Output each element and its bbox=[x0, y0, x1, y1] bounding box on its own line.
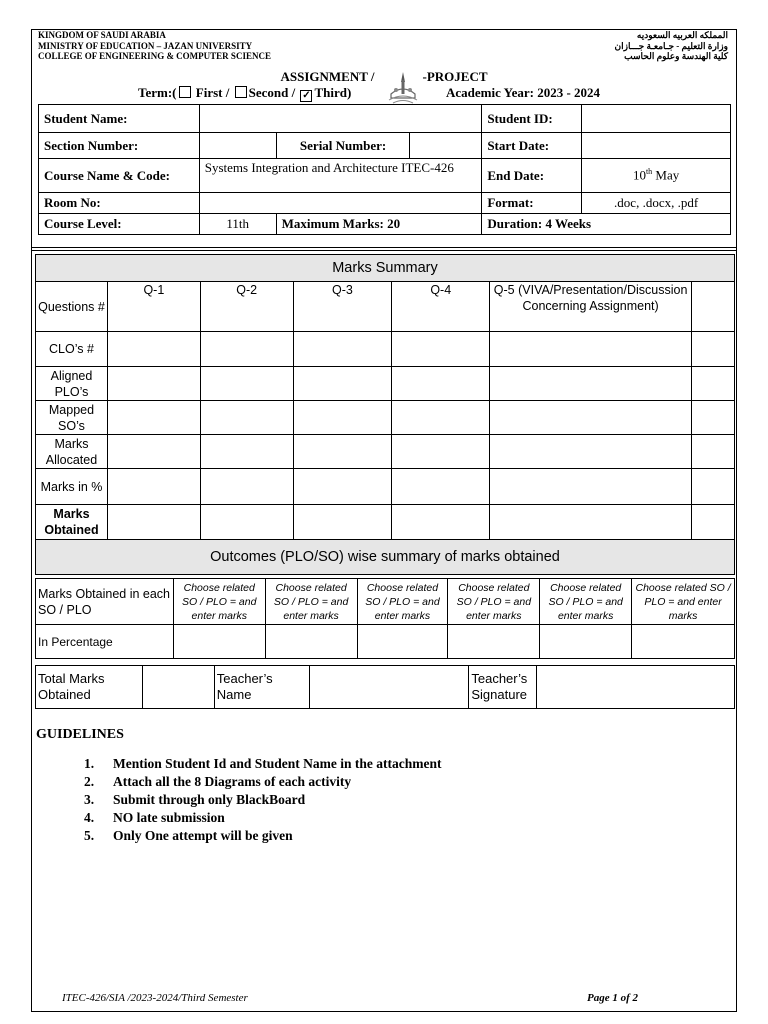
cell[interactable] bbox=[692, 435, 735, 469]
page-prefix: Page bbox=[587, 992, 613, 1004]
question-header: Q-5 (VIVA/Presentation/Discussion Concerning Assignment) bbox=[490, 282, 692, 332]
term-second-label: Second / bbox=[248, 85, 299, 100]
empty-cell bbox=[692, 282, 735, 332]
serial-number-label: Serial Number: bbox=[276, 133, 410, 159]
cell[interactable] bbox=[692, 401, 735, 435]
cell[interactable] bbox=[392, 435, 490, 469]
cell[interactable] bbox=[540, 625, 632, 659]
cell[interactable] bbox=[107, 401, 200, 435]
start-date-field[interactable] bbox=[582, 133, 731, 159]
cell[interactable] bbox=[107, 469, 200, 505]
row-label-questions: Questions # bbox=[36, 282, 108, 332]
so-plo-cell[interactable]: Choose related SO / PLO = and enter marks bbox=[265, 579, 357, 625]
question-header: Q-1 bbox=[107, 282, 200, 332]
cell[interactable] bbox=[392, 401, 490, 435]
header-arabic bbox=[615, 30, 728, 62]
header-english bbox=[38, 30, 271, 62]
guideline-number: 1. bbox=[84, 756, 95, 771]
teacher-signature-field[interactable] bbox=[537, 666, 735, 709]
guideline-number: 3. bbox=[84, 792, 95, 807]
page-total: 2 bbox=[632, 992, 639, 1004]
cell[interactable] bbox=[293, 367, 392, 401]
section-divider bbox=[31, 250, 737, 251]
course-name-label: Course Name & Code: bbox=[39, 159, 200, 193]
end-date-day: 10 bbox=[632, 167, 646, 183]
question-header: Q-2 bbox=[200, 282, 293, 332]
total-marks-field[interactable] bbox=[142, 666, 214, 709]
total-marks-label: Total Marks Obtained bbox=[36, 666, 143, 709]
end-date-suffix: th bbox=[645, 167, 653, 177]
student-name-field[interactable] bbox=[199, 105, 482, 133]
cell[interactable] bbox=[692, 367, 735, 401]
guideline-item bbox=[84, 773, 442, 791]
page-of: of bbox=[617, 992, 633, 1004]
question-header: Q-3 bbox=[293, 282, 392, 332]
student-id-field[interactable] bbox=[582, 105, 731, 133]
totals-table bbox=[35, 665, 735, 709]
cell[interactable] bbox=[448, 625, 540, 659]
guidelines-title: GUIDELINES bbox=[36, 727, 124, 742]
guideline-number: 2. bbox=[84, 774, 95, 789]
header-en-line: KINGDOM OF SAUDI ARABIA bbox=[38, 30, 166, 40]
university-logo bbox=[385, 70, 421, 108]
row-label-aligned-plos: Aligned PLO’s bbox=[36, 367, 108, 401]
cell[interactable] bbox=[200, 469, 293, 505]
cell[interactable] bbox=[490, 401, 692, 435]
checkbox-first[interactable] bbox=[179, 86, 191, 98]
cell[interactable] bbox=[490, 435, 692, 469]
row-label-marks-obtained: Marks Obtained bbox=[36, 505, 108, 540]
course-level-value: 11th bbox=[199, 214, 276, 235]
cell[interactable] bbox=[107, 435, 200, 469]
guideline-text: Only One attempt will be given bbox=[113, 828, 293, 843]
marks-obtained-per-so-label: Marks Obtained in each SO / PLO bbox=[36, 579, 174, 625]
cell[interactable] bbox=[692, 505, 735, 540]
footer-course-code: ITEC-426/SIA /2023-2024/Third Semester bbox=[62, 992, 248, 1004]
student-id-label: Student ID: bbox=[482, 105, 582, 133]
cell[interactable] bbox=[293, 505, 392, 540]
term-third-label: Third) bbox=[314, 85, 352, 100]
cell[interactable] bbox=[490, 367, 692, 401]
term-first-label: First / bbox=[192, 85, 233, 100]
cell[interactable] bbox=[392, 505, 490, 540]
cell[interactable] bbox=[200, 367, 293, 401]
end-date-value bbox=[582, 159, 731, 193]
cell[interactable] bbox=[692, 469, 735, 505]
cell[interactable] bbox=[200, 401, 293, 435]
checkbox-second[interactable] bbox=[235, 86, 247, 98]
section-number-field[interactable] bbox=[199, 133, 276, 159]
section-number-label: Section Number: bbox=[39, 133, 200, 159]
cell[interactable] bbox=[490, 332, 692, 367]
serial-number-field[interactable] bbox=[410, 133, 482, 159]
term-selection bbox=[138, 85, 351, 102]
cell[interactable] bbox=[200, 332, 293, 367]
maximum-marks: Maximum Marks: 20 bbox=[276, 214, 482, 235]
cell[interactable] bbox=[293, 435, 392, 469]
checkbox-third-checked[interactable]: ✓ bbox=[302, 90, 311, 101]
cell[interactable] bbox=[490, 505, 692, 540]
guideline-number: 4. bbox=[84, 810, 95, 825]
so-plo-cell[interactable]: Choose related SO / PLO = and enter marks bbox=[448, 579, 540, 625]
section-divider bbox=[31, 247, 737, 248]
cell[interactable] bbox=[265, 625, 357, 659]
student-info-table bbox=[38, 104, 731, 235]
question-header: Q-4 bbox=[392, 282, 490, 332]
guideline-text: Attach all the 8 Diagrams of each activity bbox=[113, 774, 352, 789]
header-ar-line: المملكه العربيه السعوديه bbox=[636, 30, 728, 40]
cell[interactable] bbox=[490, 469, 692, 505]
guideline-item bbox=[84, 791, 442, 809]
teacher-signature-label: Teacher’s Signature bbox=[469, 666, 537, 709]
guidelines-list bbox=[84, 755, 442, 845]
cell[interactable] bbox=[293, 401, 392, 435]
document-title bbox=[0, 69, 768, 85]
teacher-name-label: Teacher’s Name bbox=[214, 666, 309, 709]
outcomes-title: Outcomes (PLO/SO) wise summary of marks obtained bbox=[36, 540, 735, 575]
teacher-name-field[interactable] bbox=[309, 666, 469, 709]
header-ar-line: وزارة التعليم - جـامعـة جـــازان bbox=[614, 40, 728, 51]
guideline-item bbox=[84, 755, 442, 773]
header-en-line: COLLEGE OF ENGINEERING & COMPUTER SCIENCE bbox=[38, 51, 271, 61]
format-label: Format: bbox=[482, 193, 582, 214]
cell[interactable] bbox=[107, 505, 200, 540]
duration: Duration: 4 Weeks bbox=[482, 214, 731, 235]
guideline-text: Submit through only BlackBoard bbox=[113, 792, 306, 807]
title-assignment: ASSIGNMENT / bbox=[280, 69, 375, 84]
guideline-item bbox=[84, 809, 442, 827]
row-label-marks-allocated: Marks Allocated bbox=[36, 435, 108, 469]
cell[interactable] bbox=[293, 469, 392, 505]
cell[interactable] bbox=[392, 469, 490, 505]
cell[interactable] bbox=[692, 332, 735, 367]
cell[interactable] bbox=[293, 332, 392, 367]
marks-summary-title: Marks Summary bbox=[36, 255, 735, 282]
in-percentage-label: In Percentage bbox=[36, 625, 174, 659]
cell[interactable] bbox=[107, 332, 200, 367]
academic-year: Academic Year: 2023 - 2024 bbox=[446, 85, 601, 100]
marks-summary-table bbox=[35, 254, 735, 575]
end-date-month: May bbox=[652, 167, 680, 183]
cell[interactable] bbox=[200, 505, 293, 540]
cell[interactable] bbox=[357, 625, 448, 659]
start-date-label: Start Date: bbox=[482, 133, 582, 159]
end-date-label: End Date: bbox=[482, 159, 582, 193]
course-level-label: Course Level: bbox=[39, 214, 200, 235]
so-plo-cell[interactable]: Choose related SO / PLO = and enter marks bbox=[540, 579, 632, 625]
cell[interactable] bbox=[173, 625, 265, 659]
so-plo-cell[interactable]: Choose related SO / PLO = and enter marks bbox=[357, 579, 448, 625]
format-value: .doc, .docx, .pdf bbox=[582, 193, 731, 214]
cell[interactable] bbox=[107, 367, 200, 401]
header-ar-line: كلية الهندسة وعلوم الحاسب bbox=[624, 51, 728, 61]
cell[interactable] bbox=[200, 435, 293, 469]
student-name-label: Student Name: bbox=[39, 105, 200, 133]
page-current: 1 bbox=[612, 992, 618, 1004]
room-no-field[interactable] bbox=[199, 193, 482, 214]
guideline-item bbox=[84, 827, 442, 845]
footer-page-number bbox=[587, 992, 638, 1004]
row-label-clos: CLO’s # bbox=[36, 332, 108, 367]
guideline-text: Mention Student Id and Student Name in the attachment bbox=[113, 756, 442, 771]
guideline-text: NO late submission bbox=[113, 810, 225, 825]
so-plo-cell[interactable]: Choose related SO / PLO = and enter marks bbox=[632, 579, 735, 625]
row-label-marks-percent: Marks in % bbox=[36, 469, 108, 505]
outcomes-table bbox=[35, 578, 735, 659]
header-en-line: MINISTRY OF EDUCATION – JAZAN UNIVERSITY bbox=[38, 40, 253, 51]
course-name-value: Systems Integration and Architecture ITEC-426 bbox=[199, 159, 482, 193]
room-no-label: Room No: bbox=[39, 193, 200, 214]
so-plo-cell[interactable]: Choose related SO / PLO = and enter marks bbox=[173, 579, 265, 625]
row-label-mapped-sos: Mapped SO’s bbox=[36, 401, 108, 435]
guideline-number: 5. bbox=[84, 828, 95, 843]
term-label: Term:( bbox=[138, 85, 177, 100]
cell[interactable] bbox=[632, 625, 735, 659]
cell[interactable] bbox=[392, 367, 490, 401]
cell[interactable] bbox=[392, 332, 490, 367]
title-project: -PROJECT bbox=[422, 69, 488, 84]
